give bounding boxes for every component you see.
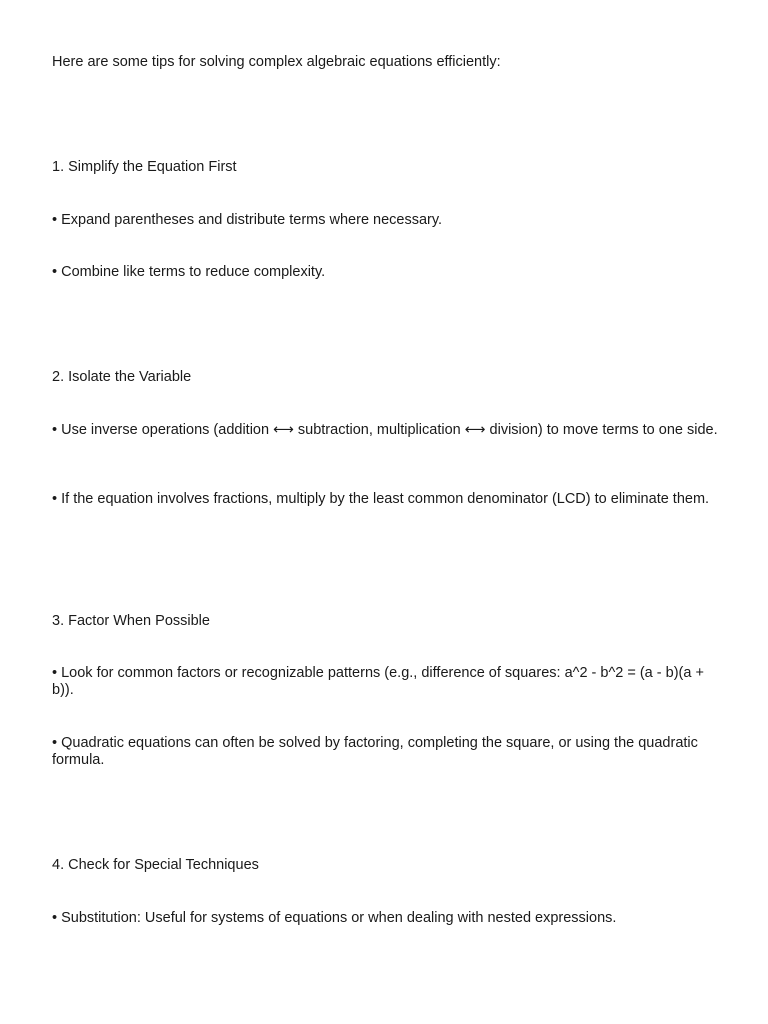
bullet-item: • If the equation involves fractions, multiply by the least common denominator (LCD) to eliminate them. — [52, 491, 710, 507]
bullet-item: • Quadratic equations can often be solved by factoring, completing the square, or using the quadratic formula. — [52, 735, 698, 768]
bullet-item: • Use inverse operations (addition ⟷ subtraction, multiplication ⟷ division) to move terms to one side. — [52, 422, 718, 438]
intro-text: Here are some tips for solving complex algebraic equations efficiently: — [52, 54, 501, 70]
bullet-item: • Combine like terms to reduce complexity. — [52, 264, 326, 280]
bullet-item: • Substitution: Useful for systems of equations or when dealing with nested expressions. — [52, 910, 617, 926]
section-heading-2: 2. Isolate the Variable — [52, 369, 192, 385]
section-heading-3: 3. Factor When Possible — [52, 613, 210, 629]
section-heading-1: 1. Simplify the Equation First — [52, 159, 237, 175]
bullet-item: • Look for common factors or recognizable patterns (e.g., difference of squares: a^2 - b^2 = (a - b)(a + b)). — [52, 665, 704, 698]
section-heading-4: 4. Check for Special Techniques — [52, 857, 259, 873]
bullet-item: • Expand parentheses and distribute terms where necessary. — [52, 212, 443, 228]
